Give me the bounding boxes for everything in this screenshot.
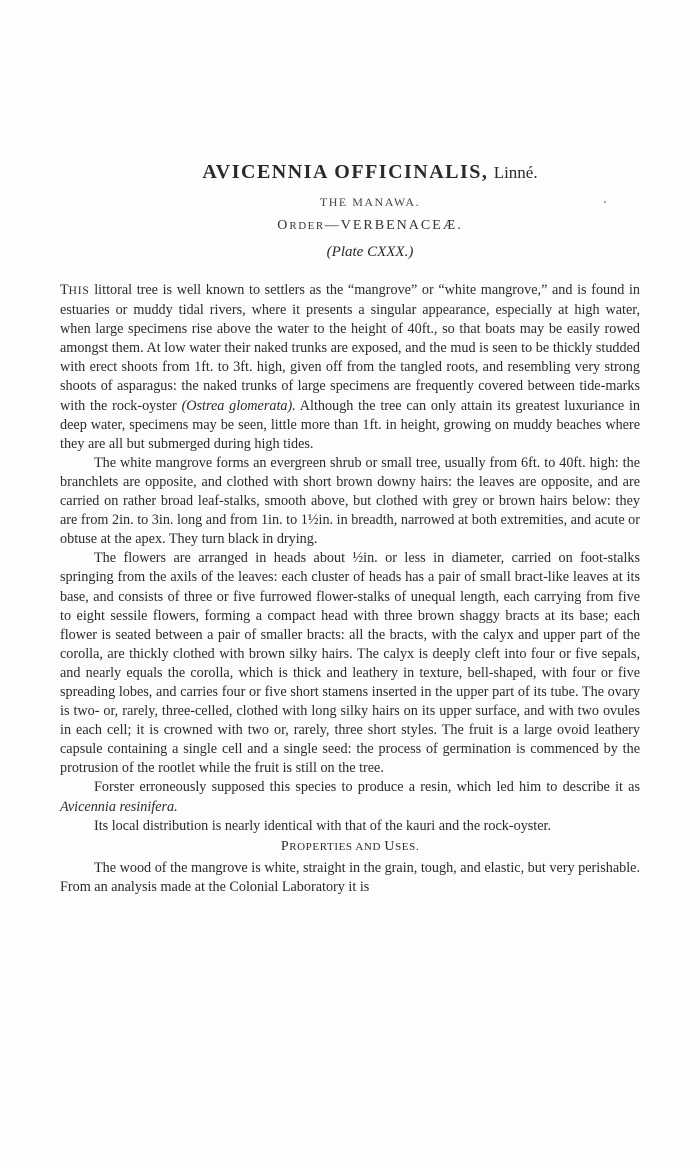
paragraph-description: The white mangrove forms an evergreen shrub or small tree, usually from 6ft. to 40ft. high: the branchlets are opposite, and clothed with short brown downy hairs: the leaves are opposite, and are carried on rather broad leaf-stalks, smooth above, but clothed with grey or brown hairs below: they are from 2in. to 3in. long and from 1in. to 1½in. in breadth, narrowed at both extremities, and acute or obtuse at the apex. They turn black in drying. bbox=[60, 454, 640, 548]
order-line bbox=[100, 218, 640, 234]
lead-word-first: T bbox=[60, 282, 69, 298]
common-name: THE MANAWA. bbox=[319, 195, 421, 209]
species-heading bbox=[100, 158, 640, 186]
intro-text-a: littoral tree is well known to settlers as the “mangrove” or “white mangrove,” and is found in estuaries or muddy tidal rivers, where it presents a singular appearance, especially at high water, when large specimens rise above the water to the height of 40ft., so that boats may be easily rowed amongst them. At low water their naked trunks are exposed, and the mud is seen to be thickly studded with erect shoots from 1ft. to 3ft. high, given off from the tangled roots, and resembling very strong shoots of asparagus: the naked trunks of large specimens are frequently covered between tide-marks with the rock-oyster bbox=[60, 282, 640, 414]
species-title: AVICENNIA OFFICINALIS, bbox=[202, 161, 489, 183]
order-value: —VERBENACEÆ. bbox=[324, 218, 463, 233]
plate-reference: (Plate CXXX.) bbox=[326, 244, 414, 260]
section-word1-rest: ROPERTIES bbox=[289, 840, 353, 853]
section-and: AND bbox=[352, 840, 385, 853]
section-word2-first: U bbox=[384, 838, 396, 854]
section-heading-properties bbox=[60, 837, 640, 857]
section-word2-rest: SES. bbox=[395, 840, 420, 853]
intro-italic: (Ostrea glomerata). bbox=[181, 397, 296, 414]
article-body bbox=[60, 281, 640, 897]
order-label-rest: RDER bbox=[289, 220, 325, 232]
paragraph-wood: The wood of the mangrove is white, straight in the grain, tough, and elastic, but very perishable. From an analysis made at the Colonial Laboratory it is bbox=[60, 859, 640, 895]
paragraph-forster bbox=[60, 778, 640, 816]
species-author: Linné. bbox=[493, 163, 538, 182]
lead-word-rest: HIS bbox=[68, 285, 90, 297]
order-label-first: O bbox=[277, 218, 290, 233]
forster-italic: Avicennia resinifera. bbox=[60, 798, 178, 815]
page-content bbox=[60, 158, 640, 897]
paragraph-distribution: Its local distribution is nearly identical with that of the kauri and the rock-oyster. bbox=[94, 817, 552, 834]
section-word1-first: P bbox=[280, 838, 290, 854]
paragraph-flowers: The flowers are arranged in heads about ½in. or less in diameter, carried on foot-stalks springing from the axils of the leaves: each cluster of heads has a pair of small bract-like leaves at its base, and consists of three or five furrowed flower-stalks of unequal length, each carrying from five to eight sessile flowers, forming a compact head with three brown shaggy bracts at its base; each flower is seated between a pair of smaller bracts: all the bracts, with the calyx and upper part of the corolla, are thickly clothed with brown silky hairs. The calyx is deeply cleft into four or five sepals, and nearly equals the corolla, which is thick and leathery in texture, bell-shaped, with four or five spreading lobes, and carries four or five short stamens inserted in the upper part of its tube. The ovary is two- or, rarely, three-celled, clothed with long silky hairs on its upper surface, and with two ovules in each cell; it is crowned with two or, rarely, three short styles. The fruit is a large ovoid leathery capsule containing a single cell and a single seed: the process of germination is commenced by the protrusion of the rootlet while the fruit is still on the tree. bbox=[60, 550, 640, 777]
forster-text: Forster erroneously supposed this species to produce a resin, which led him to describe it as bbox=[94, 779, 640, 796]
intro-text-b: Although the tree can only attain its greatest luxuriance in deep water, specimens may be seen, little more than 1ft. in height, growing on muddy beaches where they are all but submerged during high tides. bbox=[60, 397, 640, 452]
paragraph-intro bbox=[60, 281, 640, 454]
